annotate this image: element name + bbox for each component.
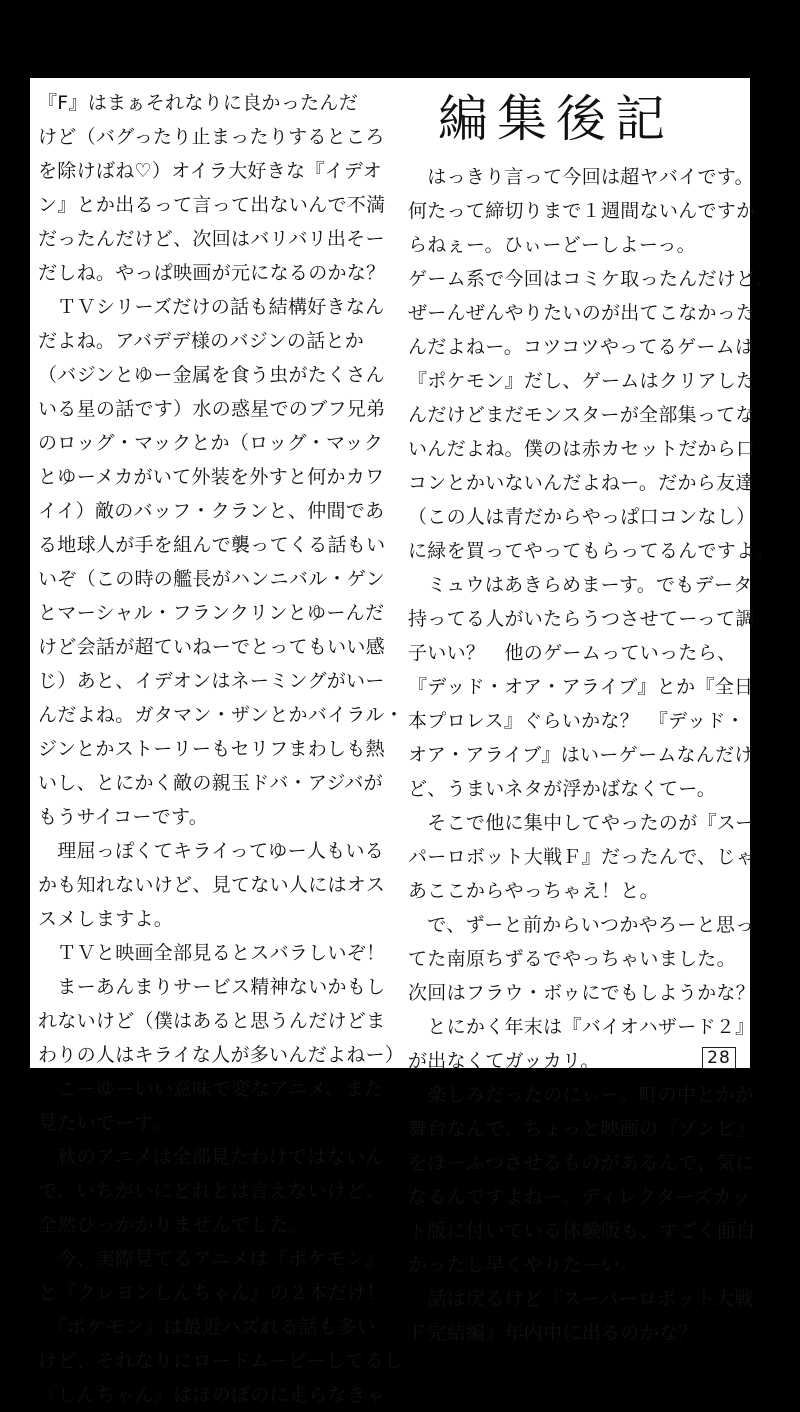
text-line: 『ポケモン』だし、ゲームはクリアした bbox=[408, 370, 756, 392]
text-line: はっきり言って今回は超ヤバイです。 bbox=[408, 166, 754, 188]
text-line: 今、実際見てるアニメは『ポケモン』 bbox=[38, 1248, 385, 1270]
text-line: んだよね。ガタマン・ザンとかバイラル・ bbox=[38, 704, 404, 726]
text-line: らねぇー。ひぃーどーしよーっ。 bbox=[408, 234, 696, 256]
text-line: る地球人が手を組んで襲ってくる話もい bbox=[38, 534, 386, 556]
text-line: 楽しみだったのにぃー。町の中とかが bbox=[408, 1084, 755, 1106]
text-line: いる星の話です）水の惑星でのブフ兄弟 bbox=[38, 398, 386, 420]
text-line: 子いい？ 他のゲームっていったら、 bbox=[408, 642, 737, 664]
text-line: ゲーム系で今回はコミケ取ったんだけど、 bbox=[408, 268, 775, 290]
text-line: 話は戻るけど『スーパーロボット大戦 bbox=[408, 1288, 754, 1310]
text-line: のロッグ・マックとか（ロッグ・マック bbox=[38, 432, 384, 454]
text-line: （この人は青だからやっぱ口コンなし） bbox=[408, 506, 756, 528]
text-line: れないけど（僕はあると思うんだけどま bbox=[38, 1010, 386, 1032]
text-line: をほーふつさせるものがあるんで、気に bbox=[408, 1152, 755, 1174]
text-line: （バジンとゆー金属を食う虫がたくさん bbox=[38, 364, 385, 386]
text-line: 『F』はまぁそれなりに良かったんだ bbox=[38, 92, 359, 114]
text-line: 次回はフラウ・ボゥにでもしようかな？ bbox=[408, 982, 756, 1004]
text-line: を除けばね♡）オイラ大好きな『イデオ bbox=[38, 160, 383, 182]
text-line: ぜーんぜんやりたいのが出てこなかった bbox=[408, 302, 756, 324]
text-line: てた南原ちずるでやっちゃいました。 bbox=[408, 948, 736, 970]
text-line: まーあんまりサービス精神ないかもし bbox=[38, 976, 386, 998]
text-line: 『しんちゃん』はほのぼのに走らなきゃ bbox=[38, 1384, 386, 1406]
text-line: が出なくてガッカリ。 bbox=[408, 1050, 600, 1072]
left-text-column bbox=[38, 86, 405, 1412]
text-line: に緑を買ってやってもらってるんですよ。 bbox=[408, 540, 775, 562]
text-line: とゆーメカがいて外装を外すと何かカワ bbox=[38, 466, 385, 488]
page-number: 28 bbox=[702, 1047, 736, 1069]
text-line: 『ポケモン』は最近ハズれる話も多い bbox=[38, 1316, 376, 1338]
text-line: オア・アライブ』はいーゲームなんだけ bbox=[408, 744, 754, 766]
text-line: いんだよね。僕のは赤カセットだから口 bbox=[408, 438, 756, 460]
text-line: ど、うまいネタが浮かばなくてー。 bbox=[408, 778, 717, 800]
text-line: 理屈っぽくてキライってゆー人もいる bbox=[38, 840, 385, 862]
text-line: Ｆ完結編』年内中に出るのかな？ bbox=[408, 1322, 698, 1344]
text-line: いし、とにかく敵の親玉ドバ・アジバが bbox=[38, 772, 383, 794]
text-line: わりの人はキライな人が多いんだよねー） bbox=[38, 1044, 405, 1066]
text-line: いぞ（この時の艦長がハンニバル・ゲン bbox=[38, 568, 386, 590]
text-line: ＴＶと映画全部見るとスバラしいぞ！ bbox=[38, 942, 386, 964]
text-line: かったし早くやりたーい。 bbox=[408, 1254, 640, 1276]
text-line: とにかく年末は『バイオハザード２』 bbox=[408, 1016, 755, 1038]
text-line: 持ってる人がいたらうつさせてーって調 bbox=[408, 608, 755, 630]
text-line: こーゆーいい意味で変なアニメ、また bbox=[38, 1078, 384, 1100]
text-line: あここからやっちゃえ！と。 bbox=[408, 880, 659, 902]
page-paper bbox=[30, 78, 775, 1406]
text-line: もうサイコーです。 bbox=[38, 806, 209, 828]
text-line: 全然ひっかかりませんでした。 bbox=[38, 1214, 309, 1236]
text-line: で、ずーと前からいつかやろーと思っ bbox=[408, 914, 755, 936]
text-line: かも知れないけど、見てない人にはオス bbox=[38, 874, 386, 896]
text-line: けど会話が超ていねーでとってもいい感 bbox=[38, 636, 386, 658]
text-line: けど、それなりにロードムービーしてるし bbox=[38, 1350, 403, 1372]
text-line: 何たって締切りまで１週間ないんですか bbox=[408, 200, 756, 222]
text-line: 本プロレス』ぐらいかな？ 『デッド・ bbox=[408, 710, 745, 732]
text-line: そこで他に集中してやったのが『スー bbox=[408, 812, 755, 834]
text-line: スメしますよ。 bbox=[38, 908, 174, 930]
text-line: だしね。やっぱ映画が元になるのかな？ bbox=[38, 262, 386, 284]
text-line: 舞台なんで、ちょっと映画の『ゾンビ』 bbox=[408, 1118, 756, 1140]
text-line: ジンとかストーリーもセリフまわしも熱 bbox=[38, 738, 385, 760]
text-line: とマーシャル・フランクリンとゆーんだ bbox=[38, 602, 385, 624]
text-line: と『クレヨンしんちゃん』の２本だけ！ bbox=[38, 1282, 386, 1304]
text-line: 見たいでーす。 bbox=[38, 1112, 171, 1134]
text-line: ト版に付いている体験版も、すごく面白 bbox=[408, 1220, 756, 1242]
page-title: 編集後記 bbox=[438, 90, 674, 148]
text-line: だったんだけど、次回はバリバリ出そー bbox=[38, 228, 385, 250]
text-line: けど（バグったり止まったりするところ bbox=[38, 126, 385, 148]
text-line: ミュウはあきらめまーす。でもデータ bbox=[408, 574, 753, 596]
text-line: 『デッド・オア・アライブ』とか『全日 bbox=[408, 676, 754, 698]
text-line: で、いちがいにどれとは言えないけど、 bbox=[38, 1180, 386, 1202]
text-line: なるんですよねー。ディレクターズカッ bbox=[408, 1186, 752, 1208]
text-line: パーロボット大戦Ｆ』だったんで、じゃ bbox=[408, 846, 756, 868]
text-line: ＴＶシリーズだけの話も結構好きなん bbox=[38, 296, 385, 318]
text-line: ン』とか出るって言って出ないんで不満 bbox=[38, 194, 386, 216]
text-line: 秋のアニメは全部見たわけではないん bbox=[38, 1146, 385, 1168]
text-line: イイ）敵のバッフ・クランと、仲間であ bbox=[38, 500, 385, 522]
text-line: んだよねー。コツコツやってるゲームは bbox=[408, 336, 755, 358]
right-text-column bbox=[408, 160, 775, 1350]
text-line: じ）あと、イデオンはネーミングがいー bbox=[38, 670, 385, 692]
text-line: だよね。アバデデ様のバジンの話とか bbox=[38, 330, 365, 352]
text-line: コンとかいないんだよねー。だから友達 bbox=[408, 472, 755, 494]
text-line: んだけどまだモンスターが全部集ってな bbox=[408, 404, 755, 426]
